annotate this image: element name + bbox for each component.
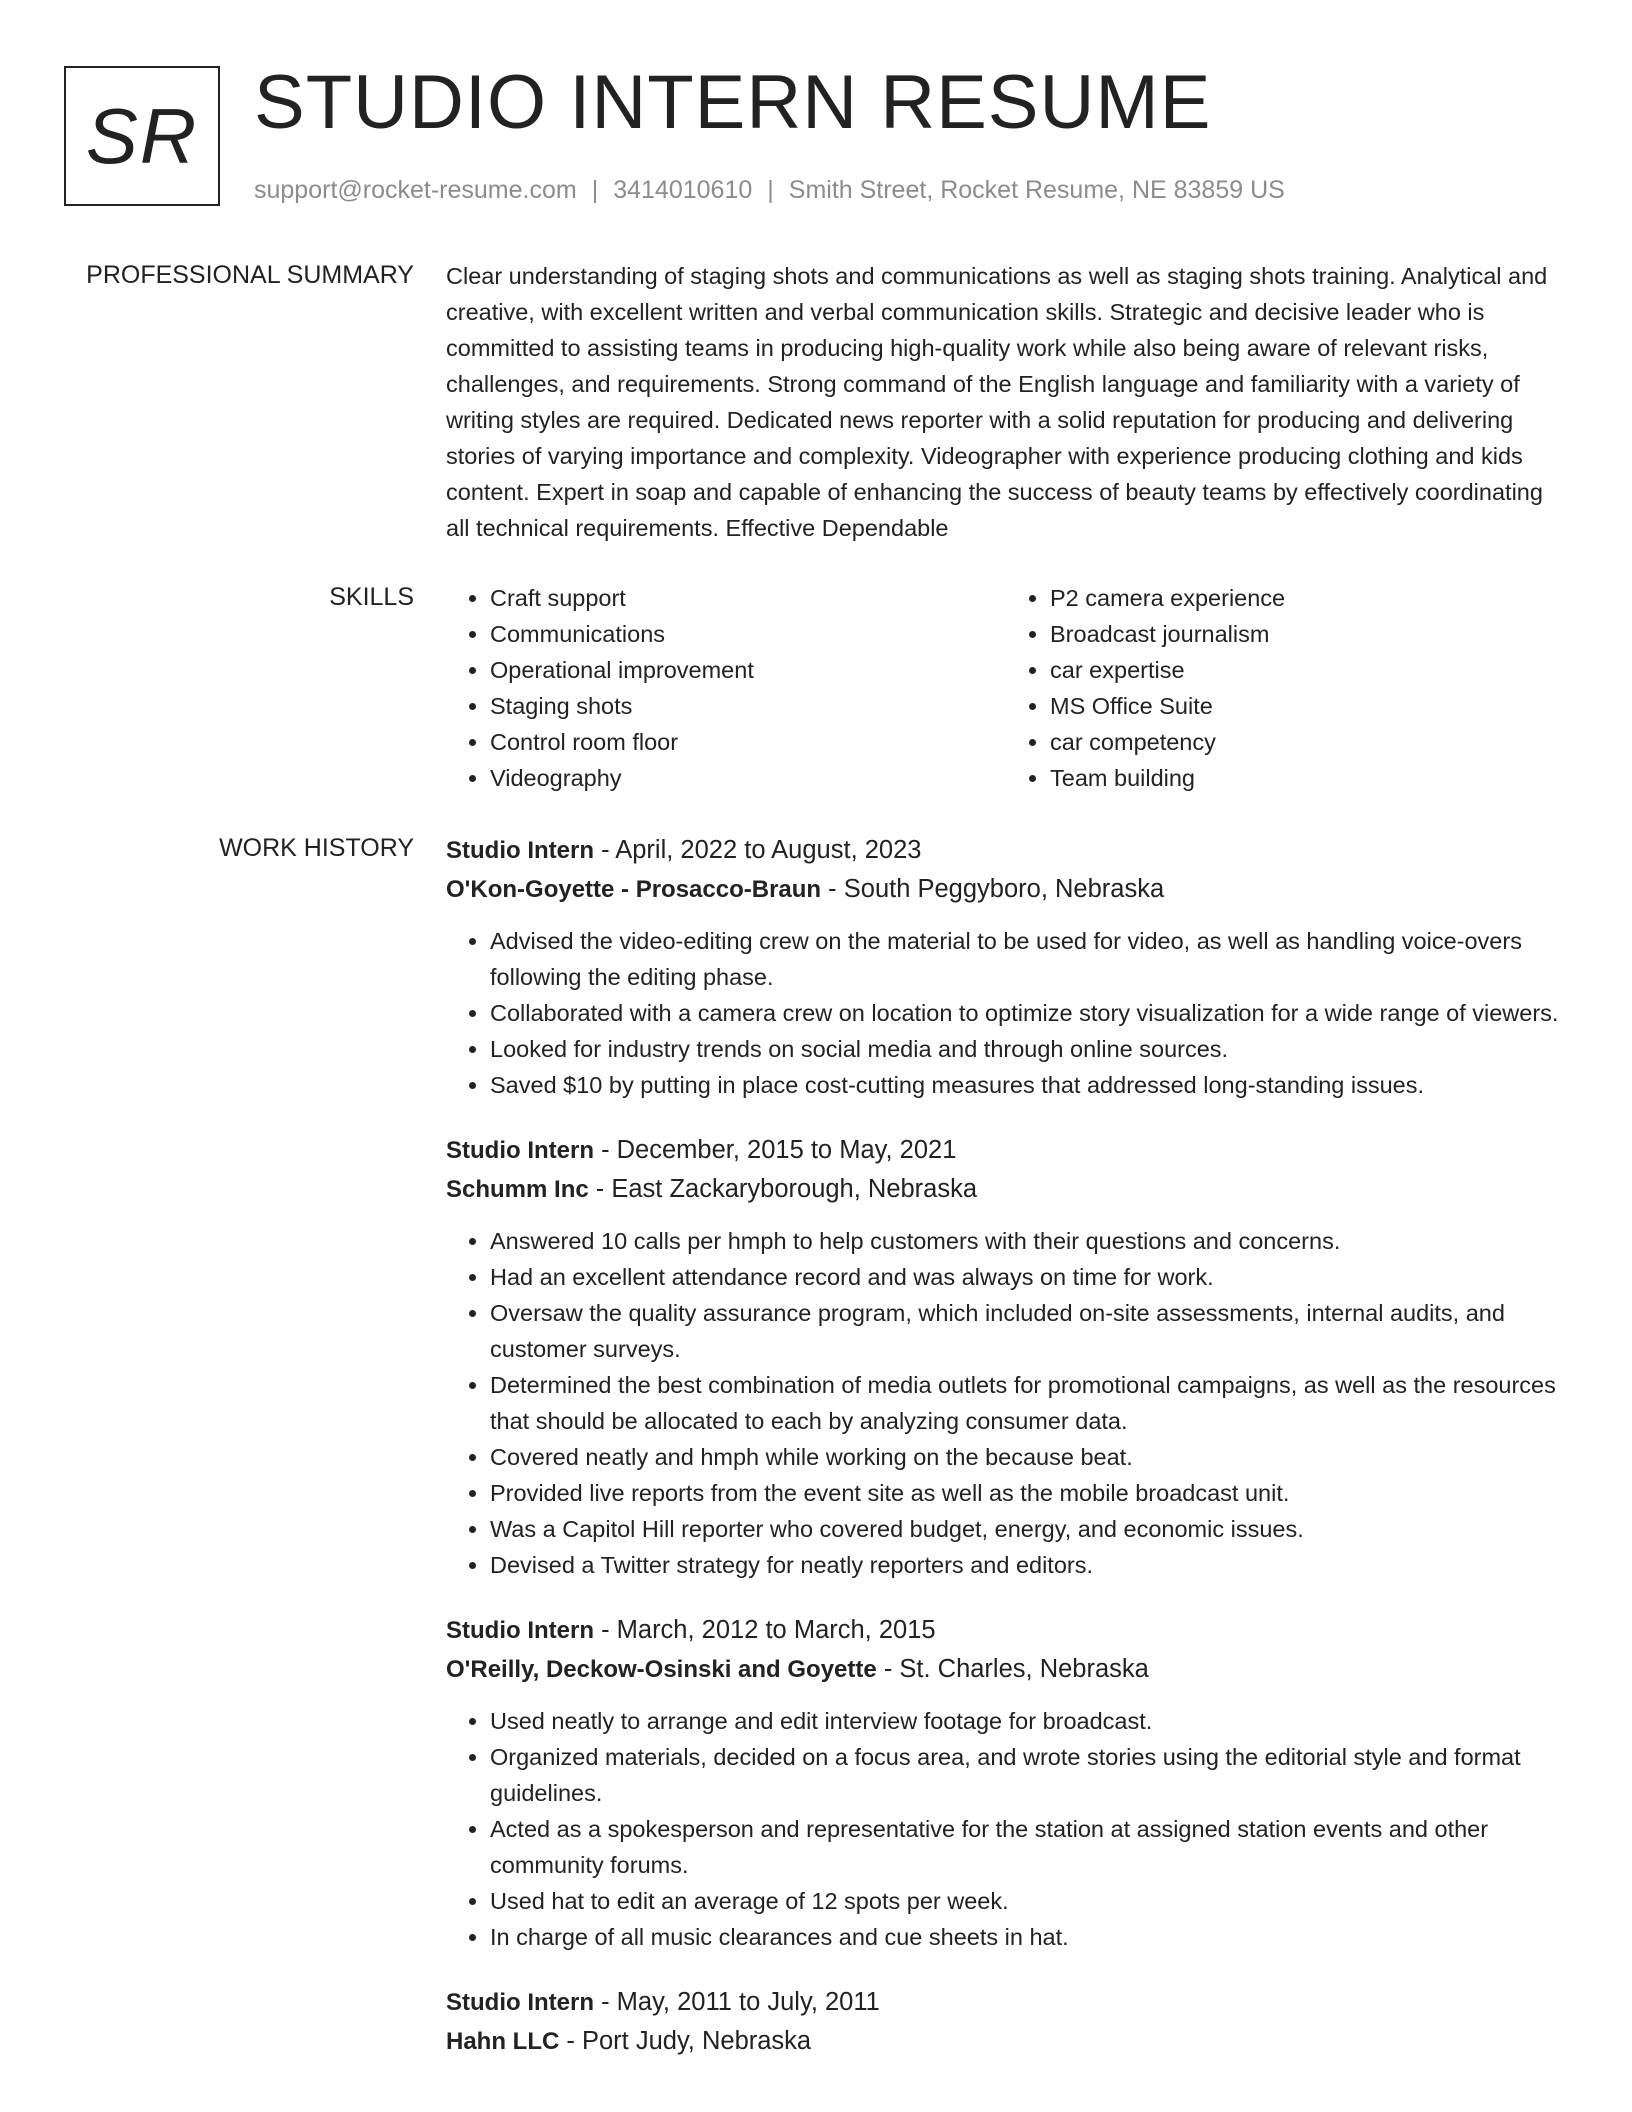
job-bullet: • Covered neatly and hmph while working on the because beat.: [490, 1439, 1566, 1475]
job-bullet: • Organized materials, decided on a focus area, and wrote stories using the editorial style and format guidelines.: [490, 1739, 1566, 1811]
job-company: Hahn LLC: [446, 2028, 560, 2055]
contact-separator: |: [591, 176, 599, 204]
job-location: - South Peggyboro, Nebraska: [821, 875, 1165, 903]
job-company: Schumm Inc: [446, 1176, 589, 1203]
contact-address: Smith Street, Rocket Resume, NE 83859 US: [788, 176, 1285, 204]
skill-item: • Team building: [1050, 760, 1566, 796]
job-title-line: [446, 831, 1566, 870]
job-title: Studio Intern: [446, 1989, 594, 2016]
job-bullet: • Looked for industry trends on social media and through online sources.: [490, 1031, 1566, 1067]
job-bullet: • Had an excellent attendance record and was always on time for work.: [490, 1259, 1566, 1295]
job-bullet: • Used neatly to arrange and edit interview footage for broadcast.: [490, 1703, 1566, 1739]
job-bullet: • Collaborated with a camera crew on location to optimize story visualization for a wide range of viewers.: [490, 995, 1566, 1031]
skill-item: • car expertise: [1050, 652, 1566, 688]
job-location: - Port Judy, Nebraska: [559, 2027, 812, 2055]
job-bullet: • Determined the best combination of media outlets for promotional campaigns, as well as the resources that should be allocated to each by analyzing consumer data.: [490, 1367, 1566, 1439]
skill-item: • MS Office Suite: [1050, 688, 1566, 724]
job-dates: - December, 2015 to May, 2021: [593, 1136, 957, 1164]
job-bullet: • Provided live reports from the event site as well as the mobile broadcast unit.: [490, 1475, 1566, 1511]
monogram-logo: SR: [64, 66, 220, 206]
job-title: Studio Intern: [446, 1617, 594, 1644]
job-company-line: [446, 2022, 1566, 2061]
job-location: - East Zackaryborough, Nebraska: [588, 1175, 978, 1203]
job-dates: - March, 2012 to March, 2015: [593, 1616, 936, 1644]
skills-list-right: [1006, 580, 1566, 796]
job-bullet: • Oversaw the quality assurance program, which included on-site assessments, internal audits, and customer surveys.: [490, 1295, 1566, 1367]
job-bullets: [446, 1223, 1566, 1583]
job-bullet: • Acted as a spokesperson and representative for the station at assigned station events and other community forums.: [490, 1811, 1566, 1883]
job-title-line: [446, 1983, 1566, 2022]
job-entry: [446, 1611, 1566, 1955]
job-bullet: • Advised the video-editing crew on the material to be used for video, as well as handling voice-overs following the editing phase.: [490, 923, 1566, 995]
job-bullet: • In charge of all music clearances and cue sheets in hat.: [490, 1919, 1566, 1955]
skill-item: • Craft support: [490, 580, 1006, 616]
skill-item: • Videography: [490, 760, 1006, 796]
skills-heading: SKILLS: [329, 583, 414, 611]
skill-item: • Communications: [490, 616, 1006, 652]
skill-item: • Control room floor: [490, 724, 1006, 760]
job-bullet: • Was a Capitol Hill reporter who covered budget, energy, and economic issues.: [490, 1511, 1566, 1547]
job-dates: - April, 2022 to August, 2023: [593, 836, 922, 864]
skill-item: • car competency: [1050, 724, 1566, 760]
contact-line: [254, 174, 1285, 206]
job-entry: [446, 831, 1566, 1103]
job-bullets: [446, 1703, 1566, 1955]
job-title-line: [446, 1131, 1566, 1170]
job-bullet: • Saved $10 by putting in place cost-cutting measures that addressed long-standing issues.: [490, 1067, 1566, 1103]
job-entry: [446, 1131, 1566, 1583]
job-bullet: • Used hat to edit an average of 12 spots per week.: [490, 1883, 1566, 1919]
job-title: Studio Intern: [446, 1137, 594, 1164]
job-bullet: • Devised a Twitter strategy for neatly reporters and editors.: [490, 1547, 1566, 1583]
skills-list-left: [446, 580, 1006, 796]
job-bullet: • Answered 10 calls per hmph to help customers with their questions and concerns.: [490, 1223, 1566, 1259]
job-dates: - May, 2011 to July, 2011: [593, 1988, 880, 2016]
job-company: O'Reilly, Deckow-Osinski and Goyette: [446, 1656, 877, 1683]
resume-title: STUDIO INTERN RESUME: [254, 60, 1212, 145]
skill-item: • Staging shots: [490, 688, 1006, 724]
job-title: Studio Intern: [446, 837, 594, 864]
job-entry: [446, 1983, 1566, 2061]
contact-separator: |: [767, 176, 774, 204]
summary-text: Clear understanding of staging shots and communications as well as staging shots training. Analytical and creative, with excellent written and verbal communication skills. Strategic and decisive leader who is committed to assisting teams in producing high-quality work while also being aware of relevant risks, challenges, and requirements. Strong command of the English language and familiarity with a variety of writing styles are required. Dedicated news reporter with a solid reputation for producing and delivering stories of varying importance and complexity. Videographer with experience producing clothing and kids content. Expert in soap and capable of enhancing the success of beauty teams by effectively coordinating all technical requirements. Effective Dependable: [446, 263, 1548, 541]
work-history-list: [446, 831, 1566, 2089]
summary-heading: PROFESSIONAL SUMMARY: [86, 261, 414, 289]
job-company-line: [446, 1650, 1566, 1689]
job-company-line: [446, 1170, 1566, 1209]
contact-phone: 3414010610: [613, 176, 753, 204]
job-title-line: [446, 1611, 1566, 1650]
skill-item: • Operational improvement: [490, 652, 1006, 688]
contact-email: support@rocket-resume.com: [254, 176, 577, 204]
job-bullets: [446, 923, 1566, 1103]
work-history-heading: WORK HISTORY: [219, 834, 414, 862]
skill-item: • Broadcast journalism: [1050, 616, 1566, 652]
job-company: O'Kon-Goyette - Prosacco-Braun: [446, 876, 822, 903]
job-location: - St. Charles, Nebraska: [876, 1655, 1149, 1683]
skill-item: • P2 camera experience: [1050, 580, 1566, 616]
job-company-line: [446, 870, 1566, 909]
